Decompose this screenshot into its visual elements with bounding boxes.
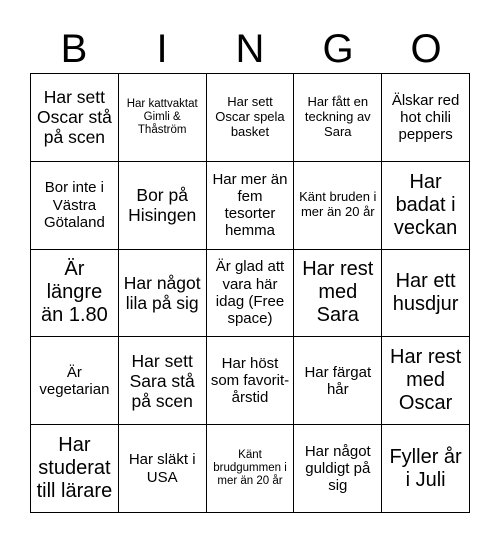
bingo-cell-3-5[interactable]: Har ett husdjur xyxy=(382,250,470,338)
bingo-cell-3-1[interactable]: Är längre än 1.80 xyxy=(31,250,119,338)
bingo-cell-1-2[interactable]: Har kattvaktat Gimli & Thåström xyxy=(119,74,207,162)
bingo-cell-3-4[interactable]: Har rest med Sara xyxy=(294,250,382,338)
header-letter-g: G xyxy=(322,27,354,71)
bingo-cell-2-1[interactable]: Bor inte i Västra Götaland xyxy=(31,162,119,250)
bingo-cell-2-2[interactable]: Bor på Hisingen xyxy=(119,162,207,250)
bingo-header xyxy=(30,26,470,72)
bingo-cell-1-1[interactable]: Har sett Oscar stå på scen xyxy=(31,74,119,162)
header-letter-n: N xyxy=(235,27,265,71)
bingo-cell-4-2[interactable]: Har sett Sara stå på scen xyxy=(119,337,207,425)
bingo-cell-5-2[interactable]: Har släkt i USA xyxy=(119,425,207,513)
bingo-cell-1-4[interactable]: Har fått en teckning av Sara xyxy=(294,74,382,162)
bingo-cell-5-4[interactable]: Har något guldigt på sig xyxy=(294,425,382,513)
bingo-cell-4-4[interactable]: Har färgat hår xyxy=(294,337,382,425)
bingo-grid xyxy=(30,73,470,513)
bingo-cell-1-3[interactable]: Har sett Oscar spela basket xyxy=(207,74,295,162)
bingo-cell-1-5[interactable]: Älskar red hot chili peppers xyxy=(382,74,470,162)
header-letter-i: I xyxy=(156,27,168,71)
bingo-cell-2-5[interactable]: Har badat i veckan xyxy=(382,162,470,250)
bingo-cell-3-2[interactable]: Har något lila på sig xyxy=(119,250,207,338)
bingo-cell-2-4[interactable]: Känt bruden i mer än 20 år xyxy=(294,162,382,250)
bingo-cell-4-3[interactable]: Har höst som favorit-årstid xyxy=(207,337,295,425)
bingo-cell-free-space[interactable]: Är glad att vara här idag (Free space) xyxy=(207,250,295,338)
bingo-cell-4-1[interactable]: Är vegetarian xyxy=(31,337,119,425)
bingo-cell-5-1[interactable]: Har studerat till lärare xyxy=(31,425,119,513)
bingo-cell-4-5[interactable]: Har rest med Oscar xyxy=(382,337,470,425)
header-letter-o: O xyxy=(410,27,442,71)
bingo-cell-5-3[interactable]: Känt brudgummen i mer än 20 år xyxy=(207,425,295,513)
bingo-cell-5-5[interactable]: Fyller år i Juli xyxy=(382,425,470,513)
header-letter-b: B xyxy=(60,27,88,71)
bingo-cell-2-3[interactable]: Har mer än fem tesorter hemma xyxy=(207,162,295,250)
